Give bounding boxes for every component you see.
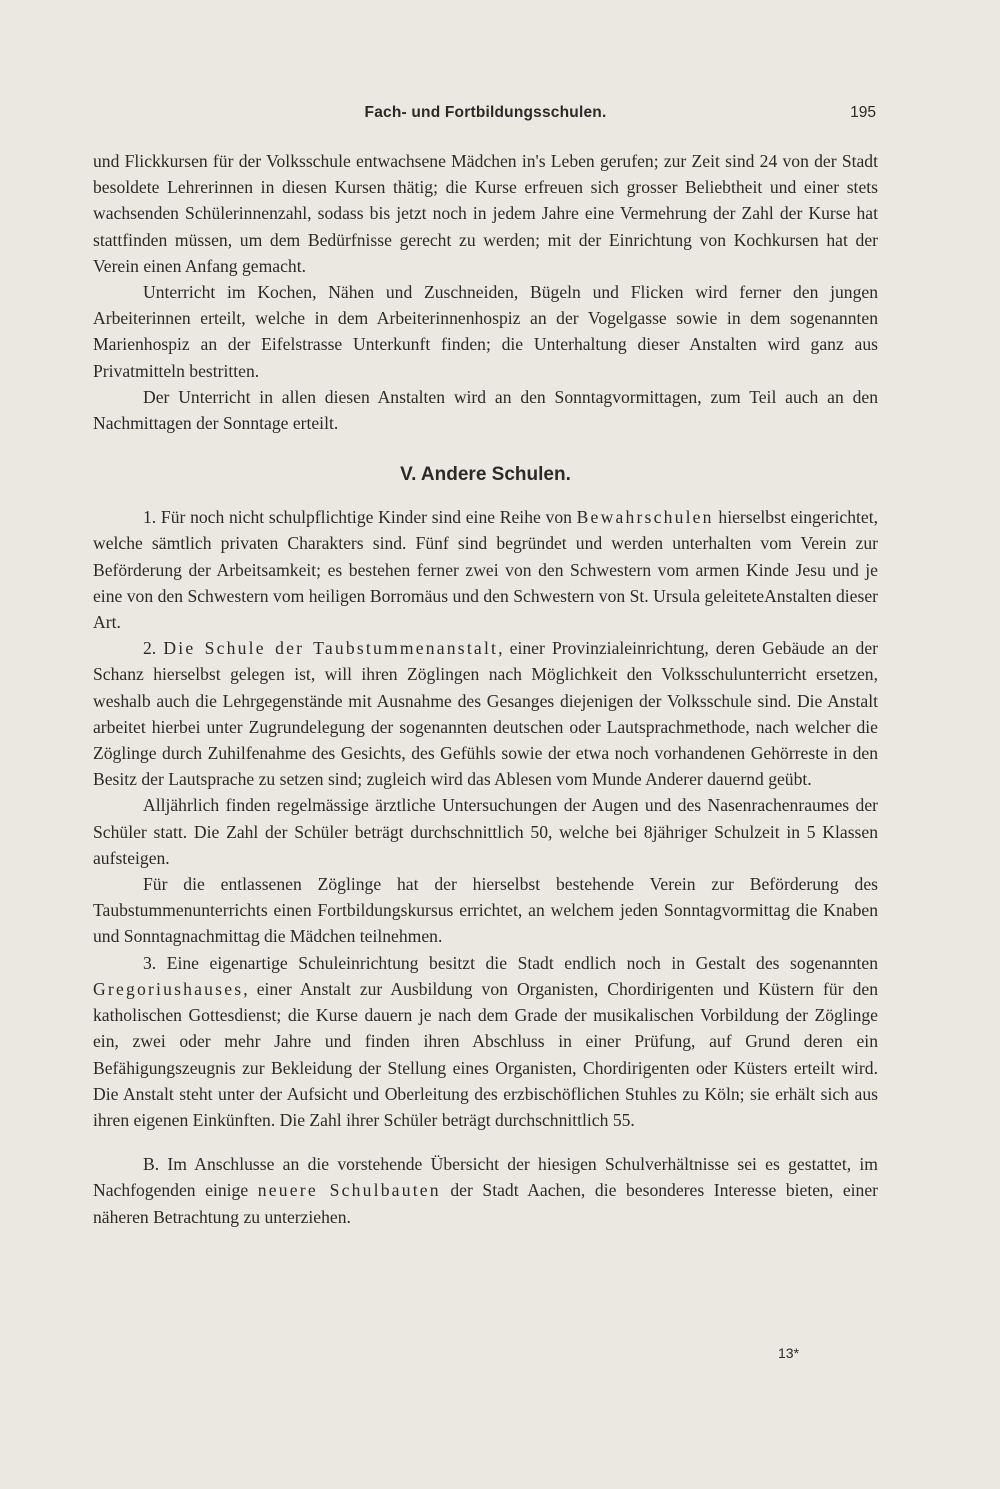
- spaced-term: neuere Schulbauten: [257, 1180, 441, 1201]
- section-b-paragraph: [93, 1151, 878, 1230]
- paragraph: Für die entlassenen Zöglinge hat der hierselbst bestehende Verein zur Beförderung des Taubstummenunterrichts einen Fortbildungskursus errichtet, an welchem jeden Sonntagvormittag die Knaben und Sonntagnachmittag die Mädchen teilnehmen.: [93, 874, 878, 947]
- paragraph-text: 1. Für noch nicht schulpflichtige Kinder sind eine Reihe von: [143, 507, 577, 528]
- paragraph-text: hierselbst eingerichtet, welche sämtlich privaten Charakters sind. Fünf sind begründet und werden unterhalten vom Verein zur Beförderung der Arbeitsamkeit; es bestehen ferner zwei von den Schwestern vom armen Kinde Jesu und je eine von den Schwestern vom heiligen Borromäus und den Schwestern von St. Ursula geleiteteAnstalten dieser Art.: [93, 507, 878, 633]
- spaced-term: Bewahrschulen: [576, 507, 714, 528]
- spaced-term: Gregoriushauses: [93, 978, 244, 999]
- paragraph-text: , einer Anstalt zur Ausbildung von Organisten, Chordirigenten und Küstern für den katholischen Gottesdienst; die Kurse dauern je nach dem Grade der musikalischen Vorbildung der Zöglinge ein, zwei oder mehr Jahre und finden ihren Abschluss in einer Prüfung, auf Grund deren ein Befähigungszeugnis zur Bekleidung der Stellung eines Organisten, Chordirigenten oder Küsters erteilt wird. Die Anstalt steht unter der Aufsicht und Oberleitung des erzbischöflichen Stuhles zu Köln; sie erhält sich aus ihren eigenen Einkünften. Die Zahl ihrer Schüler beträgt durchschnittlich 55.: [93, 978, 878, 1130]
- paragraph-text: , einer Provinzialeinrichtung, deren Gebäude an der Schanz hierselbst gelegen ist, will ihren Zöglingen nach Möglichkeit den Volksschulunterricht ersetzen, weshalb auch die Lehrgegenstände mit Ausnahme des Gesanges diejenigen der Volksschule sind. Die Anstalt arbeitet hierbei unter Zugrundelegung der sogenannten deutschen oder Lautsprachmethode, nach welcher die Zöglinge durch Zuhilfenahme des Gesichts, des Gefühls sowie der etwa noch vorhandenen Gehörreste in den Besitz der Lautsprache zu setzen sind; zugleich wird das Ablesen vom Munde Anderer dauernd geübt.: [93, 638, 878, 790]
- running-title: Fach- und Fortbildungsschulen.: [364, 104, 607, 121]
- numbered-paragraph-1: [93, 504, 878, 635]
- paragraph: Der Unterricht in allen diesen Anstalten wird an den Sonntagvormittagen, zum Teil auch an den Nachmittagen der Sonntage erteilt.: [93, 386, 878, 434]
- paragraph-text: 3. Eine eigenartige Schuleinrichtung besitzt die Stadt endlich noch in Gestalt des sogenannten: [143, 952, 878, 973]
- paragraph-text: der Stadt Aachen, die besonderes Interesse bieten, einer näheren Betrachtung zu unterziehen.: [93, 1180, 878, 1227]
- paragraph: und Flickkursen für der Volksschule entwachsene Mädchen in's Leben gerufen; zur Zeit sind 24 von der Stadt besoldete Lehrerinnen in diesen Kursen thätig; die Kurse erfreuen sich grosser Beliebtheit und einer stets wachsenden Schülerinnenzahl, sodass bis jetzt noch in jedem Jahre eine Vermehrung der Zahl der Kurse hat stattfinden müssen, um dem Bedürfnisse gerecht zu werden; mit der Einrichtung von Kochkursen hat der Verein einen Anfang gemacht.: [93, 151, 878, 276]
- numbered-paragraph-2: [93, 635, 878, 792]
- paragraph-text: B. Im Anschlusse an die vorstehende Übersicht der hiesigen Schulverhältnisse sei es gestattet, im Nachfogenden einige: [93, 1154, 878, 1201]
- numbered-paragraph-3: [93, 950, 878, 1133]
- paragraph: Unterricht im Kochen, Nähen und Zuschneiden, Bügeln und Flicken wird ferner den jungen Arbeiterinnen erteilt, welche in dem Arbeiterinnenhospiz an der Vogelgasse sowie in dem sogenannten Marienhospiz an der Eifelstrasse Unterkunft finden; die Unterhaltung dieser Anstalten wird ganz aus Privatmitteln bestritten.: [93, 282, 878, 381]
- page-body: [93, 148, 878, 1230]
- paragraph-text: 2.: [143, 638, 164, 659]
- sheet-signature: 13*: [778, 1345, 800, 1361]
- paragraph: Alljährlich finden regelmässige ärztliche Untersuchungen der Augen und des Nasenrachenraumes der Schüler statt. Die Zahl der Schüler beträgt durchschnittlich 50, welche bei 8jähriger Schulzeit in 5 Klassen aufsteigen.: [93, 795, 878, 868]
- section-heading: V. Andere Schulen.: [400, 464, 571, 486]
- paragraph-gap: [93, 1133, 878, 1151]
- page-header: [93, 104, 878, 130]
- page-number: 195: [850, 104, 876, 121]
- spaced-term: Die Schule der Taubstummenanstalt: [163, 638, 499, 659]
